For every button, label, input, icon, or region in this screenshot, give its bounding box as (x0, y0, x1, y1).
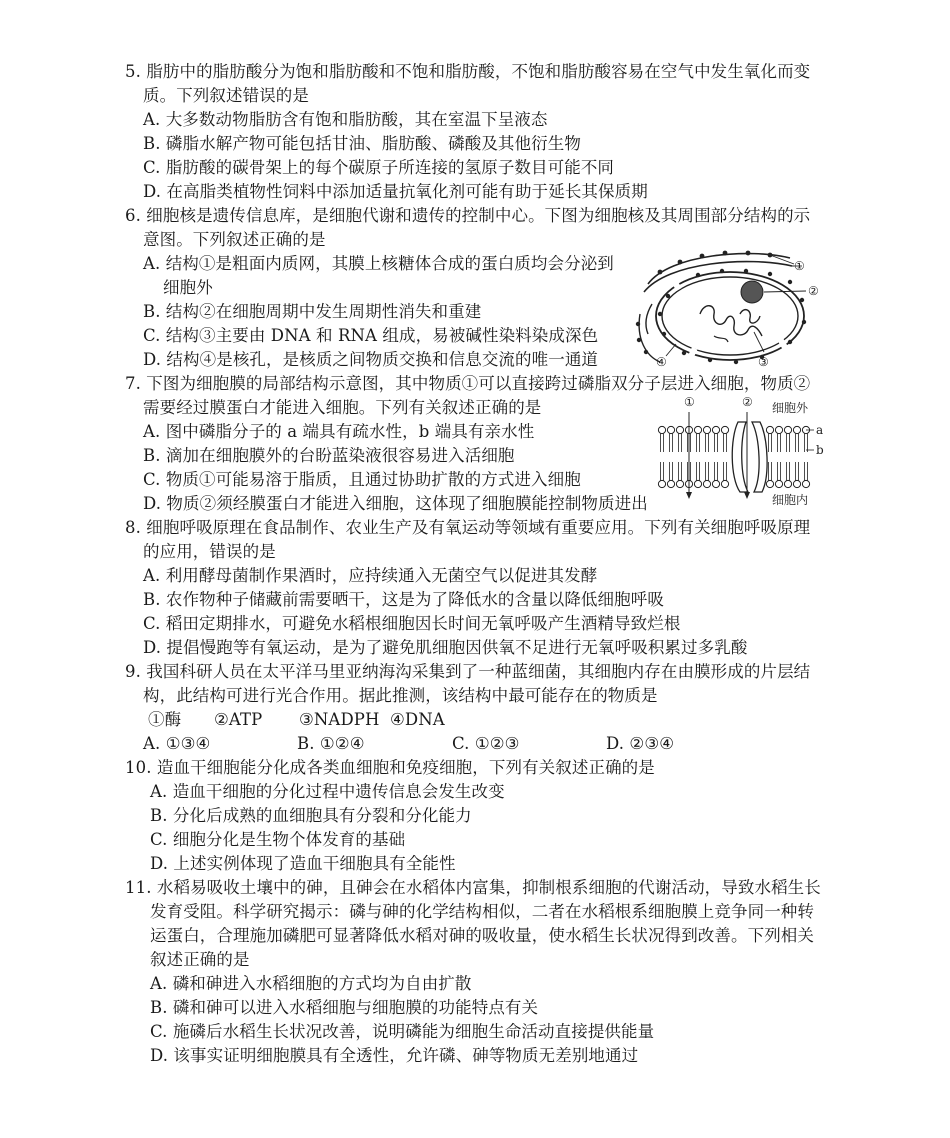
phospholipid-head (694, 480, 701, 487)
phospholipid-head (658, 426, 665, 433)
q6-option-a-cont: 细胞外 (163, 278, 213, 297)
q6-option-c: C. 结构③主要由 DNA 和 RNA 组成，易被碱性染料染成深色 (143, 326, 599, 345)
membrane-label-1: ① (684, 395, 695, 409)
phospholipid-head (775, 480, 782, 487)
q6-option-a: A. 结构①是粗面内质网，其膜上核糖体合成的蛋白质均会分泌到 (143, 254, 614, 273)
nucleus-figure (630, 244, 830, 370)
phospholipid-head (703, 480, 710, 487)
q11-option-c: C. 施磷后水稻生长状况改善，说明磷能为细胞生命活动直接提供能量 (150, 1022, 655, 1041)
q11-option-b: B. 磷和砷可以进入水稻细胞与细胞膜的功能特点有关 (150, 998, 539, 1017)
q10-option-a: A. 造血干细胞的分化过程中遗传信息会发生改变 (150, 782, 505, 801)
q8-stem-line1: 8. 细胞呼吸原理在食品制作、农业生产及有氧运动等领域有重要应用。下列有关细胞呼吸原理 (125, 518, 811, 537)
phospholipid-head (784, 480, 791, 487)
q8-stem-line2: 的应用，错误的是 (143, 542, 276, 561)
nucleus-label-4: ④ (656, 355, 667, 369)
q9-item-3: ③NADPH (299, 710, 380, 729)
phospholipid-head (802, 480, 809, 487)
phospholipid-head (658, 480, 665, 487)
q6-option-d: D. 结构④是核孔，是核质之间物质交换和信息交流的唯一通道 (143, 350, 599, 369)
q9-option-d: D. ②③④ (606, 734, 675, 753)
q11-option-d: D. 该事实证明细胞膜具有全透性，允许磷、砷等物质无差别地通过 (150, 1046, 639, 1065)
q11-stem-line2: 发育受阻。科学研究揭示：磷与砷的化学结构相似，二者在水稻根系细胞膜上竞争同一种转 (150, 902, 814, 921)
q6-option-b: B. 结构②在细胞周期中发生周期性消失和重建 (143, 302, 482, 321)
phospholipid-head (793, 426, 800, 433)
phospholipid-head (703, 426, 710, 433)
q5-option-d: D. 在高脂类植物性饲料中添加适量抗氧化剂可能有助于延长其保质期 (143, 182, 648, 201)
q11-stem-line3: 运蛋白，合理施加磷肥可显著降低水稻对砷的吸收量，使水稻生长状况得到改善。下列相关 (150, 926, 814, 945)
q10-stem: 10. 造血干细胞能分化成各类血细胞和免疫细胞，下列有关叙述正确的是 (125, 758, 655, 777)
q5-option-a: A. 大多数动物脂肪含有饱和脂肪酸，其在室温下呈液态 (143, 110, 548, 129)
q7-option-d: D. 物质②须经膜蛋白才能进入细胞，这体现了细胞膜能控制物质进出 (143, 494, 648, 513)
q7-option-a: A. 图中磷脂分子的 a 端具有疏水性，b 端具有亲水性 (143, 422, 535, 441)
q5-option-c: C. 脂肪酸的碳骨架上的每个碳原子所连接的氢原子数目可能不同 (143, 158, 615, 177)
q9-option-a: A. ①③④ (143, 734, 211, 753)
q9-stem-line2: 构，此结构可进行光合作用。据此推测，该结构中最可能存在的物质是 (143, 686, 658, 705)
q10-option-c: C. 细胞分化是生物个体发育的基础 (150, 830, 406, 849)
phospholipid-head (694, 426, 701, 433)
membrane-label-2: ② (742, 395, 753, 409)
phospholipid-head (667, 426, 674, 433)
nucleus-label-1: ① (794, 259, 805, 273)
membrane-figure (656, 392, 834, 512)
phospholipid-head (676, 426, 683, 433)
membrane-label-inside: 细胞内 (772, 493, 809, 507)
q10-option-b: B. 分化后成熟的血细胞具有分裂和分化能力 (150, 806, 472, 825)
q9-option-c: C. ①②③ (452, 734, 520, 753)
q7-stem-line1: 7. 下图为细胞膜的局部结构示意图，其中物质①可以直接跨过磷脂双分子层进入细胞，物质② (125, 374, 811, 393)
q8-option-d: D. 提倡慢跑等有氧运动，是为了避免肌细胞因供氧不足进行无氧呼吸积累过多乳酸 (143, 638, 748, 657)
q11-stem-line4: 叙述正确的是 (150, 950, 250, 969)
nucleus-label-2: ② (808, 284, 819, 298)
q9-item-1: ①酶 (148, 710, 182, 729)
q5-option-b: B. 磷脂水解产物可能包括甘油、脂肪酸、磷酸及其他衍生物 (143, 134, 581, 153)
nucleus-label-3: ③ (758, 355, 769, 369)
q9-option-b: B. ①②④ (297, 734, 365, 753)
q11-option-a: A. 磷和砷进入水稻细胞的方式均为自由扩散 (150, 974, 472, 993)
q5-stem-line1: 5. 脂肪中的脂肪酸分为饱和脂肪酸和不饱和脂肪酸，不饱和脂肪酸容易在空气中发生氧化而变 (125, 62, 811, 81)
phospholipid-head (712, 480, 719, 487)
q11-stem-line1: 11. 水稻易吸收土壤中的砷，且砷会在水稻体内富集，抑制根系细胞的代谢活动，导致水稻生长 (125, 878, 821, 897)
q6-stem-line1: 6. 细胞核是遗传信息库，是细胞代谢和遗传的控制中心。下图为细胞核及其周围部分结构的示 (125, 206, 811, 225)
phospholipid-head (775, 426, 782, 433)
phospholipid-head (766, 426, 773, 433)
q8-option-b: B. 农作物种子储藏前需要晒干，这是为了降低水的含量以降低细胞呼吸 (143, 590, 664, 609)
q9-item-4: ④DNA (390, 710, 445, 729)
q10-option-d: D. 上述实例体现了造血干细胞具有全能性 (150, 854, 456, 873)
q8-option-a: A. 利用酵母菌制作果酒时，应持续通入无菌空气以促进其发酵 (143, 566, 598, 585)
phospholipid-head (676, 480, 683, 487)
phospholipid-head (721, 426, 728, 433)
q9-stem-line1: 9. 我国科研人员在太平洋马里亚纳海沟采集到了一种蓝细菌，其细胞内存在由膜形成的片层结 (125, 662, 811, 681)
q7-stem-line2: 需要经过膜蛋白才能进入细胞。下列有关叙述正确的是 (143, 398, 542, 417)
phospholipid-head (784, 426, 791, 433)
q7-option-c: C. 物质①可能易溶于脂质，且通过协助扩散的方式进入细胞 (143, 470, 581, 489)
phospholipid-head (721, 480, 728, 487)
membrane-label-outside: 细胞外 (772, 401, 809, 415)
phospholipid-head (667, 480, 674, 487)
q6-stem-line2: 意图。下列叙述正确的是 (143, 230, 326, 249)
q5-stem-line2: 质。下列叙述错误的是 (143, 86, 309, 105)
phospholipid-head (793, 480, 800, 487)
membrane-label-a: a (816, 423, 824, 437)
q9-item-2: ②ATP (214, 710, 263, 729)
q7-option-b: B. 滴加在细胞膜外的台盼蓝染液很容易进入活细胞 (143, 446, 515, 465)
phospholipid-head (766, 480, 773, 487)
phospholipid-head (712, 426, 719, 433)
membrane-label-b: b (816, 443, 824, 457)
q8-option-c: C. 稻田定期排水，可避免水稻根细胞因长时间无氧呼吸产生酒精导致烂根 (143, 614, 681, 633)
